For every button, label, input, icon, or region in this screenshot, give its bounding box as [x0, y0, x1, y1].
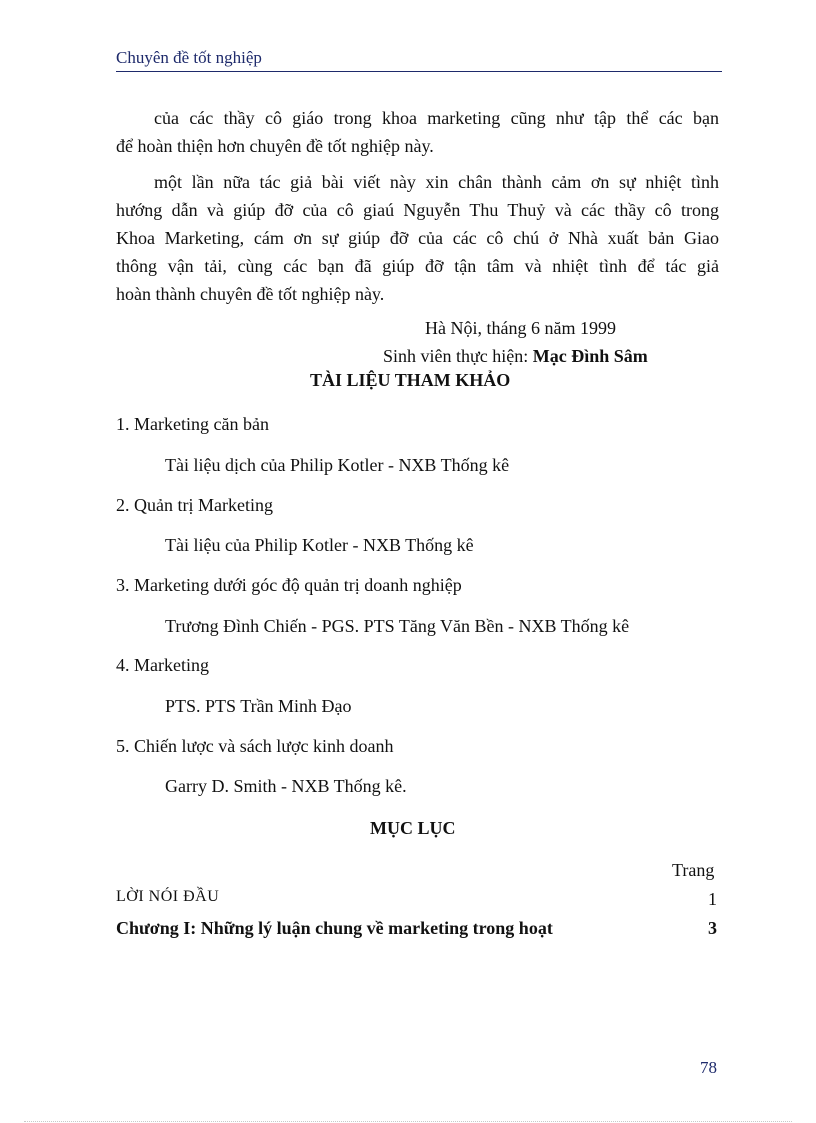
reference-3-source: Trương Đình Chiến - PGS. PTS Tăng Văn Bền - NXB Thống kê [165, 616, 630, 636]
reference-1-title: 1. Marketing căn bản [116, 414, 269, 434]
reference-5-title: 5. Chiến lược và sách lược kinh doanh [116, 736, 394, 756]
toc-page-header: Trang [672, 860, 715, 880]
reference-3-title: 3. Marketing dưới góc độ quản trị doanh nghiệp [116, 575, 462, 595]
paragraph-2-line-3: Khoa Marketing, cám ơn sự giúp đỡ của các cô chú ở Nhà xuất bản Giao [116, 228, 719, 248]
toc-entry-2-label: Chương I: Những lý luận chung về marketing trong hoạt [116, 918, 553, 938]
paragraph-2 [116, 168, 719, 308]
toc-entry-1-page: 1 [708, 889, 717, 909]
reference-4-source: PTS. PTS Trần Minh Đạo [165, 696, 352, 716]
paragraph-2-line-4: thông vận tải, cùng các bạn đã giúp đỡ tận tâm và nhiệt tình để tác giả [116, 256, 719, 276]
signature-name: Mạc Đình Sâm [532, 346, 648, 366]
reference-1-source: Tài liệu dịch của Philip Kotler - NXB Thống kê [165, 455, 510, 475]
paragraph-1-line-2: để hoàn thiện hơn chuyên đề tốt nghiệp này. [116, 136, 434, 156]
references-title: TÀI LIỆU THAM KHẢO [310, 370, 511, 390]
reference-2-title: 2. Quản trị Marketing [116, 495, 273, 515]
paragraph-2-line-5: hoàn thành chuyên đề tốt nghiệp này. [116, 284, 385, 304]
reference-2-source: Tài liệu của Philip Kotler - NXB Thống kê [165, 535, 474, 555]
page-number: 78 [700, 1058, 717, 1077]
signature-line [383, 346, 648, 367]
toc-entry-2-page: 3 [708, 918, 717, 938]
toc-entry-1-label: LỜI NÓI ĐẦU [116, 888, 220, 905]
reference-5-source: Garry D. Smith - NXB Thống kê. [165, 776, 407, 796]
page-bottom-border [24, 1121, 792, 1122]
running-header [116, 48, 722, 72]
signature-label: Sinh viên thực hiện: [383, 346, 533, 366]
paragraph-2-line-2: hướng dẫn và giúp đỡ của cô giaú Nguyễn Thu Thuỷ và các thầy cô trong [116, 200, 719, 220]
reference-4-title: 4. Marketing [116, 655, 209, 675]
header-title: Chuyên đề tốt nghiệp [116, 48, 262, 67]
paragraph-1 [116, 104, 719, 160]
paragraph-2-line-1: một lần nữa tác giả bài viết này xin chân thành cảm ơn sự nhiệt tình [154, 172, 719, 192]
paragraph-1-line-1: của các thầy cô giáo trong khoa marketing cũng như tập thể các bạn [154, 108, 719, 128]
toc-title: MỤC LỤC [370, 818, 456, 838]
signature-place-date: Hà Nội, tháng 6 năm 1999 [425, 318, 616, 338]
